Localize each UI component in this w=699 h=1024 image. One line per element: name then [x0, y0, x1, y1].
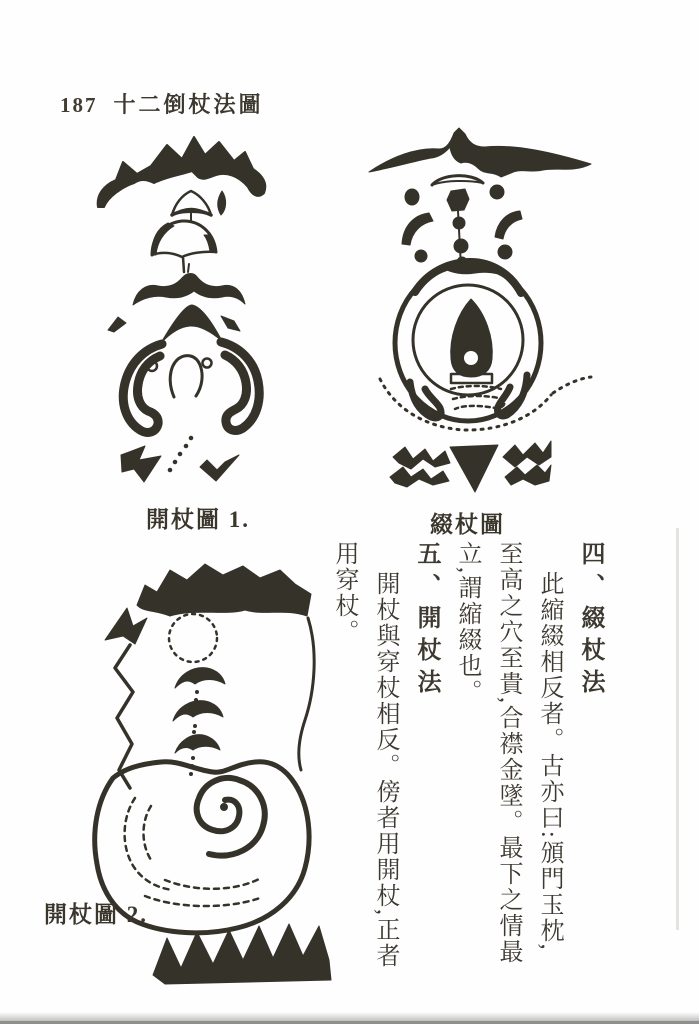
figure-caption-kai-1: 開杖圖 1. — [146, 507, 250, 532]
figure-zhui-staff — [355, 127, 605, 510]
section-heading-zhui: 四、綴杖法 — [577, 541, 603, 701]
figure-kai-staff-1 — [88, 125, 313, 505]
landform-ink-drawing-icon — [88, 125, 313, 500]
figure-caption-zhui: 綴杖圖 — [430, 512, 505, 537]
body-column: 此縮綴相反者。古亦曰:頒門玉枕, — [536, 571, 562, 952]
body-column: 用穿杖。 — [331, 541, 357, 645]
page-gutter-shadow — [676, 528, 679, 930]
page-header — [60, 88, 264, 119]
section-heading-kai: 五、開杖法 — [413, 541, 439, 701]
body-column: 立,謂縮綴也。 — [454, 541, 480, 705]
figure-caption-kai-2: 開杖圖 2. — [44, 902, 148, 927]
page-number: 187 — [60, 93, 98, 117]
landform-ink-drawing-icon — [355, 127, 605, 505]
vertical-text-block — [288, 541, 602, 1023]
body-column: 至高之穴至貴,合襟金墜。最下之情最 — [495, 541, 521, 965]
body-column: 開杖與穿杖相反。傍者用開杖,正者 — [372, 571, 398, 969]
page-title: 十二倒杖法圖 — [113, 92, 264, 117]
